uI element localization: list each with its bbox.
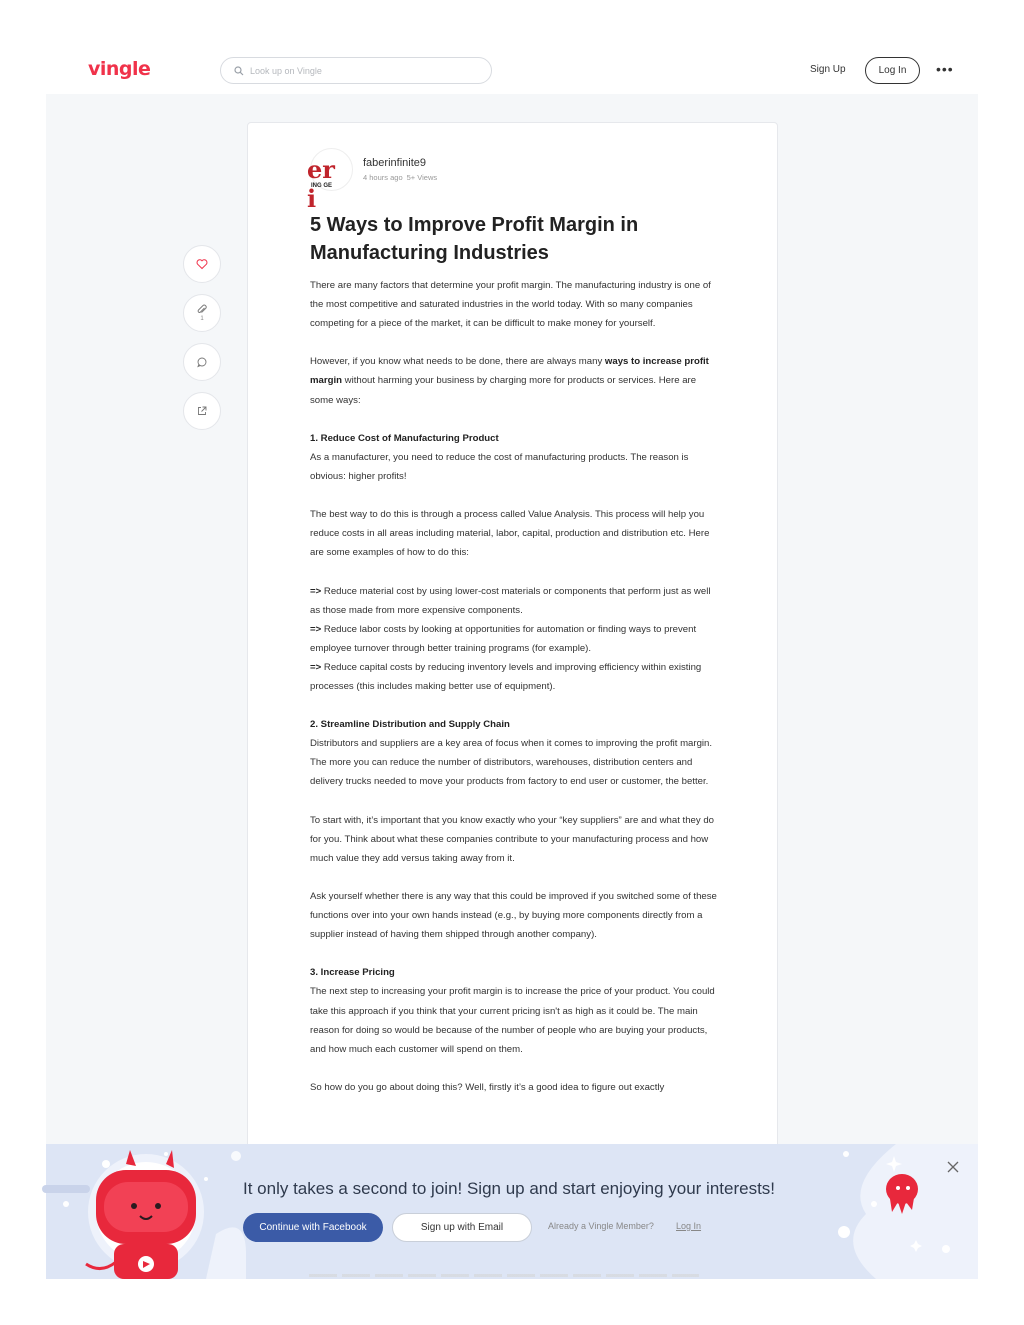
list-item <box>310 658 720 696</box>
post-author <box>307 148 441 213</box>
heading-text: 3. Increase Pricing <box>310 967 395 979</box>
list-item <box>310 620 720 658</box>
heading-text: 1. Reduce Cost of Manufacturing Product <box>310 432 499 444</box>
post-body <box>310 276 720 1116</box>
list-item-text: Reduce material cost by using lower-cost materials or components that perform just as well as those made from more expensive components. <box>310 585 711 616</box>
share-icon <box>196 405 208 417</box>
banner-login-link[interactable]: Log In <box>676 1221 702 1231</box>
list-item <box>310 582 720 620</box>
section-heading <box>310 429 720 448</box>
truncated-text-line <box>309 1274 699 1277</box>
signup-link[interactable]: Sign Up <box>810 64 846 75</box>
search-bar[interactable] <box>220 57 492 84</box>
paragraph: Distributors and suppliers are a key area of focus when it comes to improving the profit margin. The more you can reduce the number of distributors, warehouses, distribution centers and delivery trucks needed to move your products from factory to end user or customer, the better. <box>310 738 713 788</box>
post-views: 5+ Views <box>406 173 438 182</box>
signup-with-email-button[interactable]: Sign up with Email <box>392 1213 532 1242</box>
paperclip-icon <box>196 304 208 316</box>
mascot-illustration <box>46 1144 246 1279</box>
bold-link-text: ways to increase profit margin <box>310 356 709 387</box>
already-member-text: Already a Vingle Member? <box>548 1221 654 1231</box>
comment-icon <box>196 356 208 368</box>
paragraph: There are many factors that determine your profit margin. The manufacturing industry is one of the most competitive and saturated industries in the world today. With so many companies competing for a piece of the market, it can be difficult to make money for yourself. <box>310 280 711 330</box>
continue-with-facebook-button[interactable]: Continue with Facebook <box>243 1213 383 1242</box>
avatar-logo-text: er i <box>307 155 335 213</box>
paragraph: The best way to do this is through a process called Value Analysis. This process will help you reduce costs in all areas including material, labor, capital, production and distribution etc. Here are some examples of how to do this: <box>310 509 710 559</box>
signup-banner <box>46 1144 978 1279</box>
post-card <box>247 122 778 1152</box>
close-icon[interactable] <box>946 1160 960 1174</box>
arrow-marker: => <box>310 585 322 597</box>
post-title: 5 Ways to Improve Profit Margin in Manufacturing Industries <box>310 214 639 264</box>
login-button[interactable]: Log In <box>865 57 920 84</box>
post-time: 4 hours ago <box>363 173 403 182</box>
paragraph-text: without harming your business by charging more for products or services. Here are some ways: <box>310 375 697 406</box>
clip-button[interactable] <box>183 294 221 332</box>
paragraph <box>310 352 720 409</box>
section-heading <box>310 715 720 734</box>
heart-icon <box>196 258 208 270</box>
paragraph: The next step to increasing your profit margin is to increase the price of your product. You could take this approach if you think that your current pricing isn't as high as it could be. The main reason for doing so would be because of the number of people who are buying your products, and how much each customer will spend on them. <box>310 986 715 1055</box>
post-meta <box>363 173 441 182</box>
vingle-logo[interactable]: vingle <box>88 58 151 80</box>
heading-text: 2. Streamline Distribution and Supply Chain <box>310 719 510 731</box>
paragraph-text: However, if you know what needs to be done, there are always many <box>310 356 605 368</box>
avatar-logo-subtext: ING GE <box>311 183 333 189</box>
more-options-icon[interactable]: ••• <box>936 61 954 77</box>
share-button[interactable] <box>183 392 221 430</box>
comment-button[interactable] <box>183 343 221 381</box>
list-item-text: Reduce labor costs by looking at opportunities for automation or finding ways to prevent employee turnover through better training programs (for example). <box>310 623 697 654</box>
search-input[interactable] <box>250 66 470 76</box>
banner-headline: It only takes a second to join! Sign up and start enjoying your interests! <box>243 1179 776 1198</box>
like-button[interactable] <box>183 245 221 283</box>
clip-count: 1 <box>200 315 204 322</box>
arrow-marker: => <box>310 661 322 673</box>
paragraph: So how do you go about doing this? Well, firstly it’s a good idea to figure out exactly <box>310 1081 665 1093</box>
avatar[interactable] <box>307 148 353 213</box>
section-heading <box>310 963 720 982</box>
arrow-marker: => <box>310 623 322 635</box>
list-item-text: Reduce capital costs by reducing inventory levels and improving efficiency within existing processes (this includes making better use of equipment). <box>310 661 702 692</box>
search-icon <box>234 66 244 76</box>
paragraph: To start with, it’s important that you know exactly who your “key suppliers” are and what they do for you. Think about what these companies contribute to your manufacturing process and how much value they add versus taking away from it. <box>310 814 715 864</box>
author-name[interactable]: faberinfinite9 <box>363 157 426 169</box>
top-nav <box>46 46 978 94</box>
paragraph: As a manufacturer, you need to reduce the cost of manufacturing products. The reason is obvious: higher profits! <box>310 451 689 482</box>
paragraph: Ask yourself whether there is any way that this could be improved if you switched some of these functions over into your own hands instead (e.g., by buying more components directly from a supplier instead of having them shipped through another company). <box>310 891 717 941</box>
